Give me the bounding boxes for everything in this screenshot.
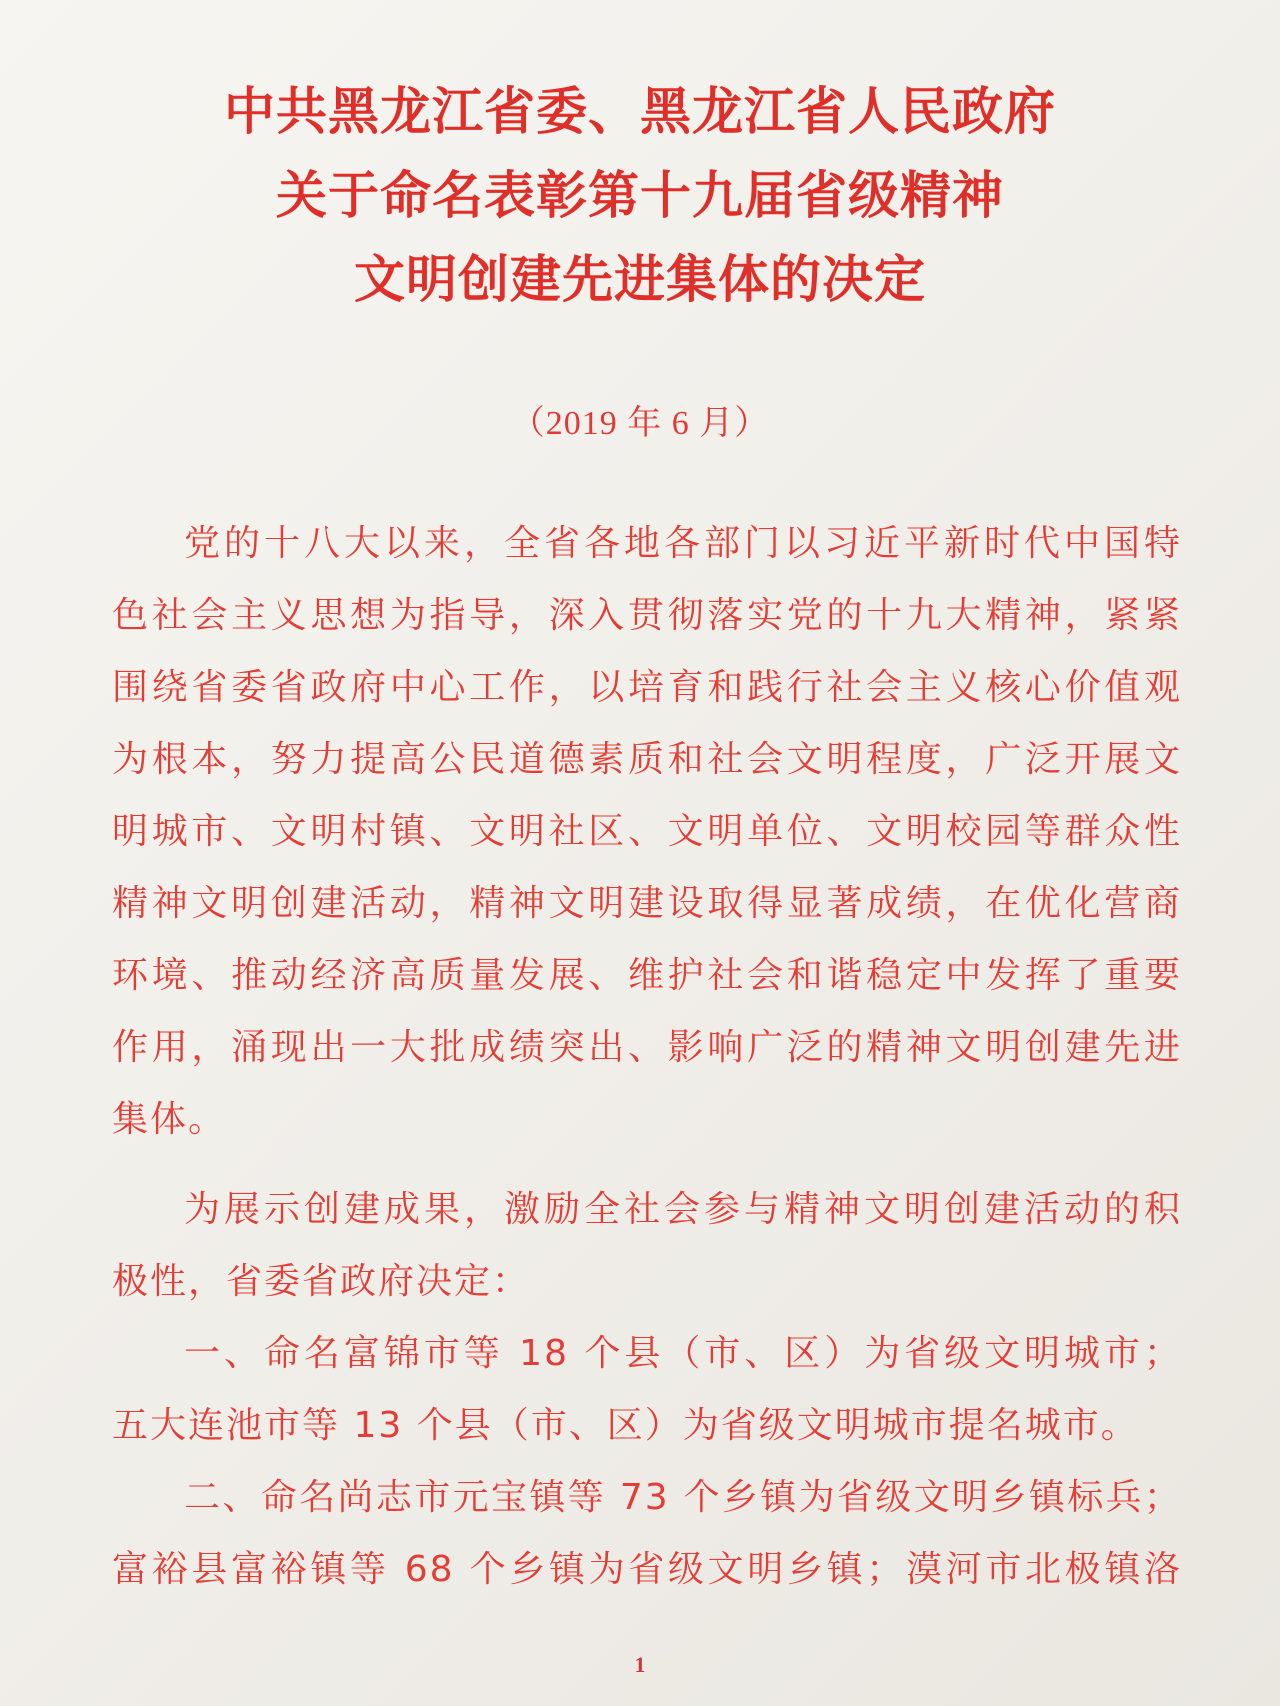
item-2-line-2: 富裕县富裕镇等 68 个乡镇为省级文明乡镇；漠河市北极镇洛 (112, 1549, 1182, 1590)
paragraph-1-line-6: 精神文明创建活动，精神文明建设取得显著成绩，在优化营商 (112, 883, 1182, 924)
item-2-line-1: 二、命名尚志市元宝镇等 73 个乡镇为省级文明乡镇标兵； (184, 1477, 1182, 1518)
paragraph-1-line-4: 为根本，努力提高公民道德素质和社会文明程度，广泛开展文 (112, 739, 1182, 780)
paragraph-1-line-5: 明城市、文明村镇、文明社区、文明单位、文明校园等群众性 (112, 811, 1182, 852)
item-1-line-1: 一、命名富锦市等 18 个县（市、区）为省级文明城市； (184, 1333, 1182, 1374)
paragraph-1-line-9: 集体。 (112, 1099, 227, 1140)
title-line-3: 文明创建先进集体的决定 (353, 250, 926, 310)
paragraph-1-line-3: 围绕省委省政府中心工作，以培育和践行社会主义核心价值观 (112, 667, 1182, 708)
document-date: （2019 年 6 月） (510, 405, 770, 442)
document-title (0, 70, 1280, 322)
title-line-2: 关于命名表彰第十九届省级精神 (275, 166, 1004, 226)
paragraph-2-line-1: 为展示创建成果，激励全社会参与精神文明创建活动的积 (184, 1189, 1182, 1230)
document-body (112, 508, 1182, 1606)
page-number: 1 (634, 1652, 646, 1677)
paragraph-2-line-2: 极性，省委省政府决定： (112, 1261, 531, 1302)
paragraph-1-line-8: 作用，涌现出一大批成绩突出、影响广泛的精神文明创建先进 (112, 1027, 1182, 1068)
item-1-line-2: 五大连池市等 13 个县（市、区）为省级文明城市提名城市。 (112, 1405, 1139, 1446)
paragraph-1-line-1: 党的十八大以来，全省各地各部门以习近平新时代中国特 (184, 523, 1182, 564)
title-line-1: 中共黑龙江省委、黑龙江省人民政府 (223, 82, 1056, 142)
paragraph-1-line-2: 色社会主义思想为指导，深入贯彻落实党的十九大精神，紧紧 (112, 595, 1182, 636)
paragraph-1-line-7: 环境、推动经济高质量发展、维护社会和谐稳定中发挥了重要 (112, 955, 1182, 996)
